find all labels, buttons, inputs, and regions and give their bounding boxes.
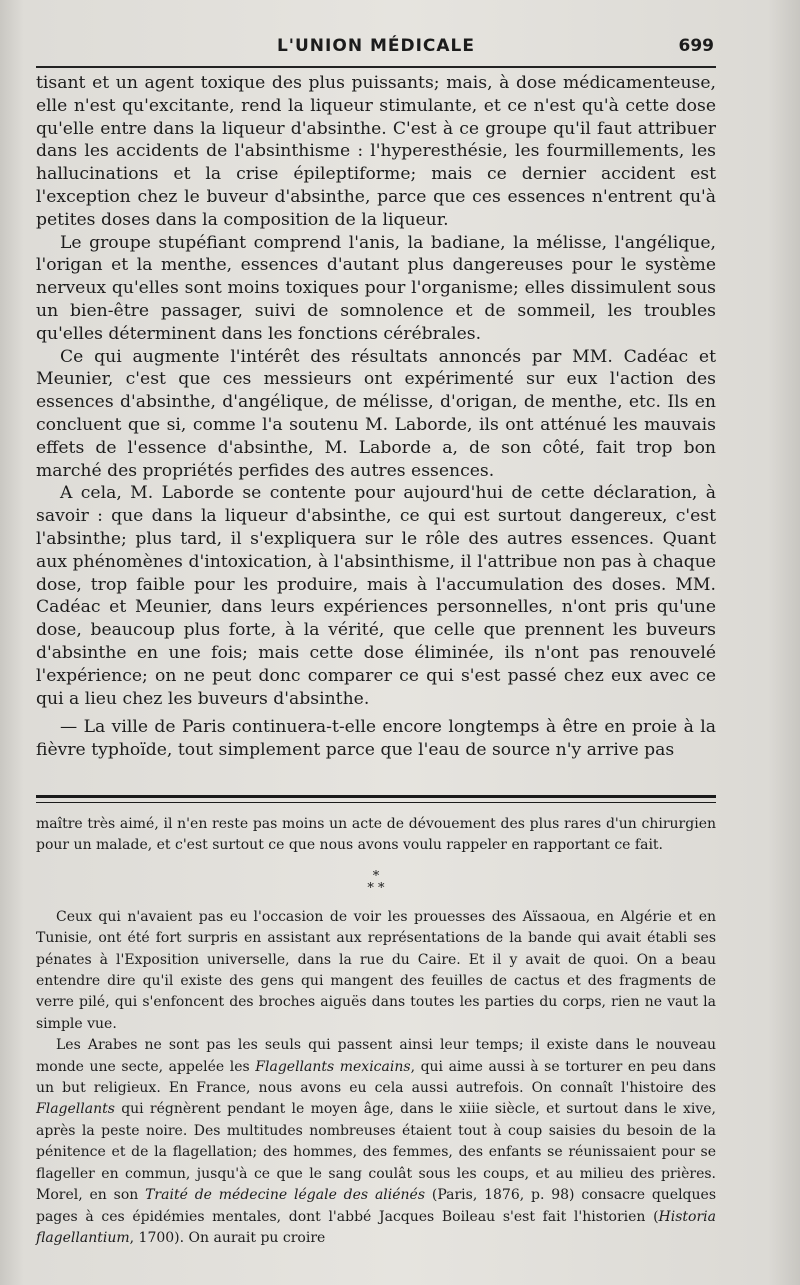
asterism-bottom: * * [367,880,385,896]
note-3 [36,1035,716,1249]
paragraph-3: Ce qui augmente l'intérêt des résultats annoncés par MM. Cadéac et Meunier, c'est que ces messieurs ont expérimenté sur eux l'action des essences d'absinthe, d'angélique, de mélisse, d'origan, de menthe, etc. Ils en concluent que si, comme l'a soutenu M. Laborde, ils ont atténué les mauvais effets de l'essence d'absinthe, M. Laborde a, de son côté, fait trop bon marché des propriétés perfides des autres essences. [36,346,716,481]
note-3-italic-d: Flagellants [36,1101,115,1118]
page-header [36,34,716,64]
main-text [36,72,716,762]
page-number: 699 [678,36,714,56]
asterism [36,868,716,896]
paragraph-4: A cela, M. Laborde se contente pour aujourd'hui de cette déclaration, à savoir : que dans la liqueur d'absinthe, ce qui est surtout dangereux, c'est l'absinthe; plus tard, il s'expliquera sur le rôle des autres essences. Quant aux phénomènes d'intoxication, à l'absinthisme, il l'attribue non pas à chaque dose, trop faible pour les produire, mais à l'accumulation des doses. MM. Cadéac et Meunier, dans leurs expériences personnelles, n'ont pris qu'une dose, beaucoup plus forte, à la vérité, que celle que prennent les buveurs d'absinthe en une fois; mais cette dose éliminée, ils n'ont pas renouvelé l'expérience; on ne peut donc comparer ce qui s'est passé chez eux avec ce qui a lieu chez les buveurs d'absinthe. [36,483,716,709]
paragraph-5: — La ville de Paris continuera-t-elle encore longtemps à être en proie à la fièvre typhoïde, tout simplement parce que l'eau de source n'y arrive pas [36,717,716,761]
asterism-top: * [372,868,380,884]
note-3-text-c: , qui aime aussi à se torturer en peu dans un but religieux. En France, nous avons eu cela aussi autrefois. On connaît l'histoire des [36,1058,716,1097]
feuilleton-notes [36,814,716,1249]
paragraph-2: Le groupe stupéfiant comprend l'anis, la badiane, la mélisse, l'angélique, l'origan et la menthe, essences d'autant plus dangereuses pour le système nerveux qu'elles sont moins toxiques pour l'organisme; elles dissimulent sous un bien-être passager, suivi de somnolence et de sommeil, les troubles qu'elles déterminent dans les fonctions cérébrales. [36,232,716,344]
note-3-text-a: Les Arabes ne sont pas les seuls qui passent ainsi leur temps; il existe dans le nouveau monde une secte, appelée les [36,1037,716,1075]
paragraph-1: tisant et un agent toxique des plus puissants; mais, à dose médicamenteuse, elle n'est qu'excitante, rend la liqueur stimulante, et ce n'est qu'à cette dose qu'elle entre dans la liqueur d'absinthe. C'est à ce groupe qu'il faut attribuer dans les accidents de l'absinthisme : l'hyperesthésie, les fourmillements, les hallucinations et la crise épileptiforme; mais ce dernier accident est l'exception chez le buveur d'absinthe, parce que ces essences n'entrent qu'à petites doses dans la composition de la liqueur. [36,73,716,230]
note-1: maître très aimé, il n'en reste pas moins un acte de dévouement des plus rares d'un chirurgien pour un malade, et c'est surtout ce que nous avons voulu rappeler en rapportant ce fait. [36,816,716,854]
note-3-italic-f: Traité de médecine légale des aliénés [145,1187,426,1204]
note-3-text-i: , 1700). On aurait pu croire [129,1229,326,1246]
header-rule [36,66,716,68]
note-3-text-g: (Paris, 1876, p. 98) consacre quelques pages à ces épidémies mentales, dont l'abbé Jacques Boileau s'est fait l'historien ( [36,1187,717,1225]
footnote-separator [36,795,716,803]
note-3-text-e: qui régnèrent pendant le moyen âge, dans le xiiie siècle, et surtout dans le xive, après la peste noire. Des multitudes nombreuses étaient tout à coup saisies du besoin de la pénitence et de la flagellation; des hommes, des femmes, des enfants se réunissaient pour se flageller en commun, jusqu'à ce que le sang coulât sous les coups, et au milieu des prières. Morel, en son [36,1101,716,1204]
note-3-italic-h: Historia flagellantium [36,1208,716,1246]
running-title: L'UNION MÉDICALE [276,36,476,56]
note-3-italic-b: Flagellants mexicains [255,1058,411,1075]
note-2: Ceux qui n'avaient pas eu l'occasion de voir les prouesses des Aïssaoua, en Algérie et en Tunisie, ont été fort surpris en assistant aux représentations de la bande qui avait établi ses pénates à l'Exposition universelle, dans la rue du Caire. Et il y avait de quoi. On a beau entendre dire qu'il existe des gens qui mangent des feuilles de cactus et des fragments de verre pilé, qui s'enfoncent des broches aiguës dans toutes les parties du corps, rien ne vaut la simple vue. [36,908,716,1032]
